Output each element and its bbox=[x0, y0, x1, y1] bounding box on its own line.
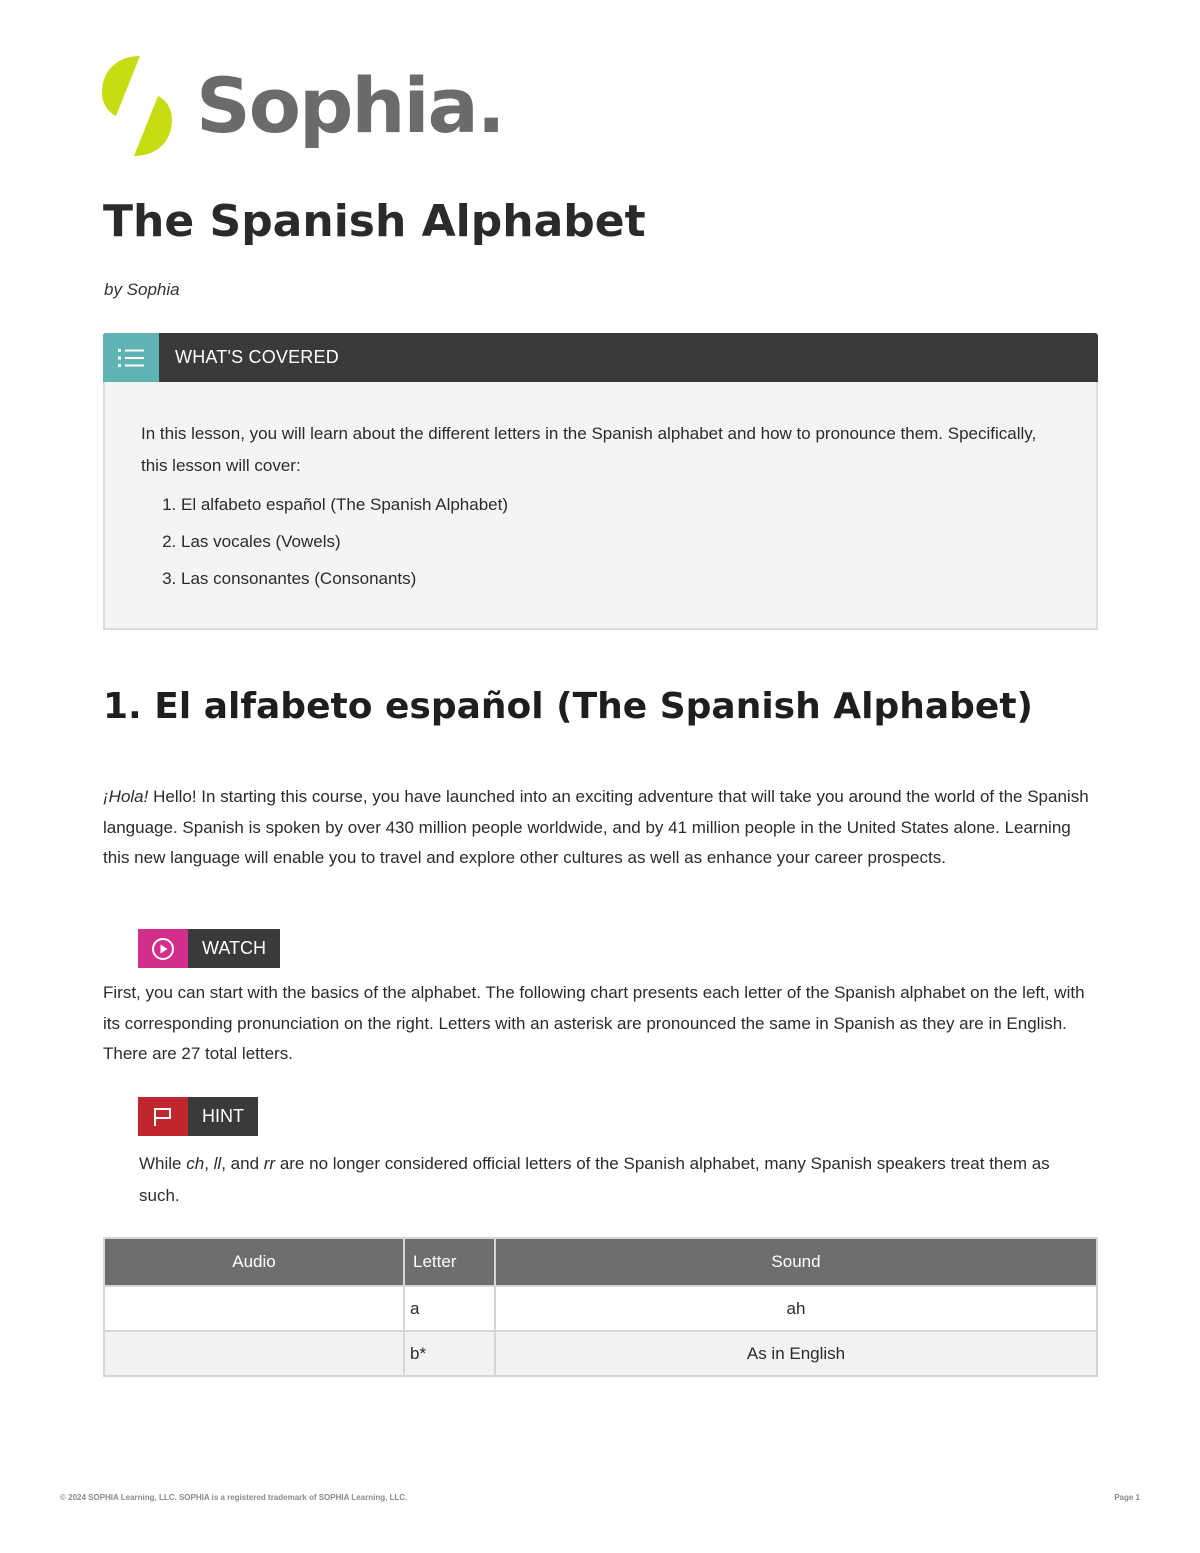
whats-covered-body bbox=[103, 382, 1098, 630]
table-row bbox=[104, 1286, 1097, 1331]
covered-item: 2. Las vocales (Vowels) bbox=[181, 523, 1060, 560]
sophia-wordmark: Sophia. bbox=[196, 61, 504, 150]
column-header-letter: Letter bbox=[404, 1238, 495, 1286]
covered-list bbox=[141, 486, 1060, 597]
intro-paragraph bbox=[103, 782, 1093, 874]
hint-label: HINT bbox=[188, 1097, 258, 1136]
alphabet-paragraph: First, you can start with the basics of the alphabet. The following chart presents each letter of the Spanish alphabet on the left, with its corresponding pronunciation on the right. Letters with an asterisk are pronounced the same in Spanish as they are in English. There are 27 total letters. bbox=[103, 983, 1085, 1063]
sophia-logo bbox=[100, 52, 504, 160]
column-header-audio: Audio bbox=[104, 1238, 404, 1286]
hola-text: ¡Hola! bbox=[103, 787, 149, 806]
whats-covered-intro: In this lesson, you will learn about the different letters in the Spanish alphabet and how to pronounce them. Specifically, this lesson will cover: bbox=[141, 424, 1037, 475]
digraph-ll: ll bbox=[213, 1154, 222, 1173]
letter-cell: b* bbox=[404, 1331, 495, 1376]
digraph-rr: rr bbox=[263, 1154, 276, 1173]
sound-cell: As in English bbox=[495, 1331, 1097, 1376]
whats-covered-header bbox=[103, 333, 1098, 382]
audio-cell[interactable] bbox=[104, 1286, 404, 1331]
watch-button[interactable] bbox=[138, 929, 280, 968]
section-heading: 1. El alfabeto español (The Spanish Alphabet) bbox=[103, 686, 1033, 727]
column-header-sound: Sound bbox=[495, 1238, 1097, 1286]
digraph-ch: ch bbox=[186, 1154, 205, 1173]
page-title: The Spanish Alphabet bbox=[103, 196, 646, 247]
flag-icon bbox=[138, 1097, 188, 1136]
table-row bbox=[104, 1331, 1097, 1376]
alphabet-table bbox=[103, 1237, 1098, 1377]
footer-copyright: © 2024 SOPHIA Learning, LLC. SOPHIA is a registered trademark of SOPHIA Learning, LLC. bbox=[60, 1493, 408, 1502]
hint-text: While ch, ll, and rr are no longer considered official letters of the Spanish alphabet, many Spanish speakers treat them as such. bbox=[139, 1154, 1050, 1205]
letter-cell: a bbox=[404, 1286, 495, 1331]
sophia-logo-mark-icon bbox=[100, 54, 174, 158]
byline: by Sophia bbox=[104, 280, 180, 299]
whats-covered-box bbox=[103, 333, 1098, 630]
whats-covered-label: WHAT'S COVERED bbox=[175, 347, 339, 367]
footer-page-number: Page 1 bbox=[1114, 1493, 1140, 1502]
watch-label: WATCH bbox=[188, 929, 280, 968]
table-header-row bbox=[104, 1238, 1097, 1286]
covered-item: 3. Las consonantes (Consonants) bbox=[181, 560, 1060, 597]
list-icon bbox=[103, 333, 159, 382]
covered-item: 1. El alfabeto español (The Spanish Alphabet) bbox=[181, 486, 1060, 523]
play-icon bbox=[138, 929, 188, 968]
hint-badge bbox=[138, 1097, 258, 1136]
sound-cell: ah bbox=[495, 1286, 1097, 1331]
audio-cell[interactable] bbox=[104, 1331, 404, 1376]
intro-paragraph-text: Hello! In starting this course, you have launched into an exciting adventure that will take you around the world of the Spanish language. Spanish is spoken by over 430 million people worldwide, and by 41 million people in the United States alone. Learning this new language will enable you to travel and explore other cultures as well as enhance your career prospects. bbox=[103, 787, 1089, 867]
